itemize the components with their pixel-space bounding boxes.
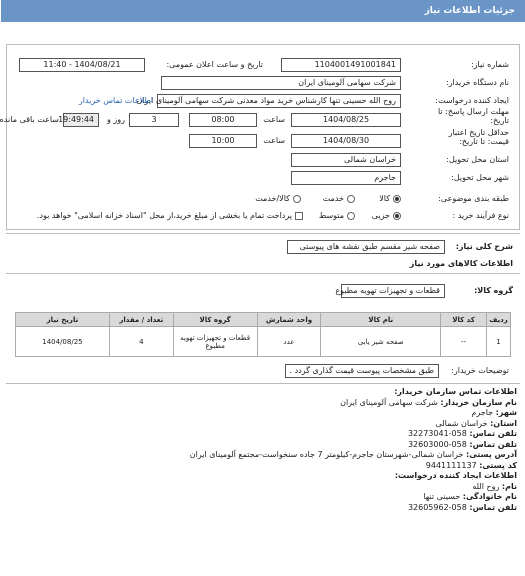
summary-label: شرح کلی نیاز:: [455, 242, 513, 251]
divider: [6, 383, 520, 384]
contact-fax-line: تلفن تماس: 058-32603000: [407, 439, 517, 449]
process-option-medium[interactable]: متوسط: [319, 208, 355, 224]
remaining-time-field: 19:49:44: [63, 113, 99, 127]
need-number-field[interactable]: 1104001491001841: [281, 58, 401, 72]
col-header-name: نام کالا: [321, 313, 441, 327]
buyer-contact-link[interactable]: اطلاعات تماس خریدار: [78, 96, 153, 105]
contact-address-line: آدرس پستی: خراسان شمالی-شهرستان جاجرم-کیلومتر 7 جاده سنخواست-مجتمع آلومینای ایران: [189, 450, 517, 459]
buyer-label: نام دستگاه خریدار:: [446, 78, 509, 87]
cell-code: --: [441, 327, 487, 357]
cell-qty: 4: [109, 327, 173, 357]
buyer-field[interactable]: شرکت سهامی آلومینای ایران: [161, 76, 401, 90]
goods-group-label: گروه کالا:: [474, 286, 513, 295]
contact-phone-line: تلفن تماس: 058-32273041: [407, 429, 517, 438]
contact-title: اطلاعات تماس سازمان خریدار:: [394, 387, 517, 396]
col-header-qty: تعداد / مقدار: [109, 313, 173, 327]
col-header-unit: واحد شمارش: [257, 313, 321, 327]
table-row[interactable]: [16, 327, 511, 357]
goods-group-field[interactable]: قطعات و تجهیزات تهویه مطبوع: [341, 284, 445, 298]
cell-unit: عدد: [257, 327, 321, 357]
creator-label: ایجاد کننده درخواست:: [435, 96, 509, 105]
cell-index: 1: [487, 327, 511, 357]
deadline-time-field[interactable]: 08:00: [189, 113, 257, 127]
deadline-label: مهلت ارسال پاسخ: تا تاریخ:: [437, 107, 509, 125]
col-header-index: ردیف: [487, 313, 511, 327]
announce-date-field[interactable]: 1404/08/21 - 11:40: [19, 58, 145, 72]
contact-city-line: شهر: جاجرم: [471, 408, 517, 417]
announce-date-label: تاریخ و ساعت اعلان عمومی:: [166, 60, 263, 69]
col-header-date: تاریخ نیاز: [16, 313, 110, 327]
radio-icon: [347, 195, 355, 203]
divider: [6, 233, 520, 234]
province-label: استان محل تحویل:: [446, 155, 509, 164]
contact-block: [9, 387, 517, 513]
days-label: روز و: [107, 115, 125, 124]
creator-family-line: نام خانوادگی: حسینی تنها: [423, 492, 517, 501]
cell-group: قطعات و تجهیزات تهویه مطبوع: [173, 327, 257, 357]
cell-date: 1404/08/25: [16, 327, 110, 357]
creator-name-line: نام: روح الله: [472, 481, 517, 491]
category-label: طبقه بندی موضوعی:: [438, 194, 509, 203]
process-option-minor[interactable]: جزیی: [372, 208, 401, 224]
contact-province-line: استان: خراسان شمالی: [435, 418, 517, 428]
deadline-time-label: ساعت: [263, 115, 285, 124]
validity-time-label: ساعت: [263, 136, 285, 145]
category-option-goods[interactable]: کالا: [379, 191, 401, 207]
radio-icon: [347, 212, 355, 220]
radio-icon: [393, 212, 401, 220]
validity-time-field[interactable]: 10:00: [189, 134, 257, 148]
validity-label: حداقل تاریخ اعتبار قیمت: تا تاریخ:: [448, 128, 509, 146]
validity-date-field[interactable]: 1404/08/30: [291, 134, 401, 148]
buyer-note-label: توضیحات خریدار:: [451, 366, 509, 375]
buyer-note-field[interactable]: طبق مشخصات پیوست قیمت گذاری گردد .: [285, 364, 439, 378]
need-number-label: شماره نیاز:: [471, 60, 509, 69]
contact-postal-line: کد پستی: 9441111137: [425, 460, 517, 470]
table-header-row: [16, 313, 511, 327]
goods-table: [15, 312, 511, 357]
deadline-date-field[interactable]: 1404/08/25: [291, 113, 401, 127]
contact-org-line: نام سازمان خریدار: شرکت سهامی آلومینای ایران: [340, 397, 517, 407]
province-field[interactable]: خراسان شمالی: [291, 153, 401, 167]
treasury-payment-checkbox[interactable]: پرداخت تمام یا بخشی از مبلغ خرید،از محل "اسناد خزانه اسلامی" خواهد بود.: [37, 208, 303, 224]
page-header: جزئیات اطلاعات نیاز: [1, 0, 525, 22]
process-label: نوع فرآیند خرید :: [452, 211, 509, 220]
creator-field[interactable]: روح الله حسینی تنها کارشناس خرید مواد معدنی شرکت سهامی آلومینای ایران: [157, 94, 401, 108]
creator-phone-line: تلفن تماس: 058-32605962: [407, 502, 517, 512]
category-option-both[interactable]: کالا/خدمت: [255, 191, 301, 207]
summary-field[interactable]: صفحه شیر مقسم طبق نقشه های پیوستی: [287, 240, 445, 254]
radio-icon: [393, 195, 401, 203]
col-header-code: کد کالا: [441, 313, 487, 327]
cell-name: صفحه شیر یابی: [321, 327, 441, 357]
days-field[interactable]: 3: [129, 113, 179, 127]
col-header-group: گروه کالا: [173, 313, 257, 327]
remaining-time-label: ساعت باقی مانده: [0, 115, 59, 124]
category-option-service[interactable]: خدمت: [323, 191, 355, 207]
checkbox-icon: [295, 212, 303, 220]
city-label: شهر محل تحویل:: [451, 173, 509, 182]
divider: [6, 273, 520, 274]
radio-icon: [293, 195, 301, 203]
creator-info-title: اطلاعات ایجاد کننده درخواست:: [394, 471, 517, 480]
city-field[interactable]: جاجرم: [291, 171, 401, 185]
goods-section-title: اطلاعات کالاهای مورد نیاز: [409, 259, 513, 268]
